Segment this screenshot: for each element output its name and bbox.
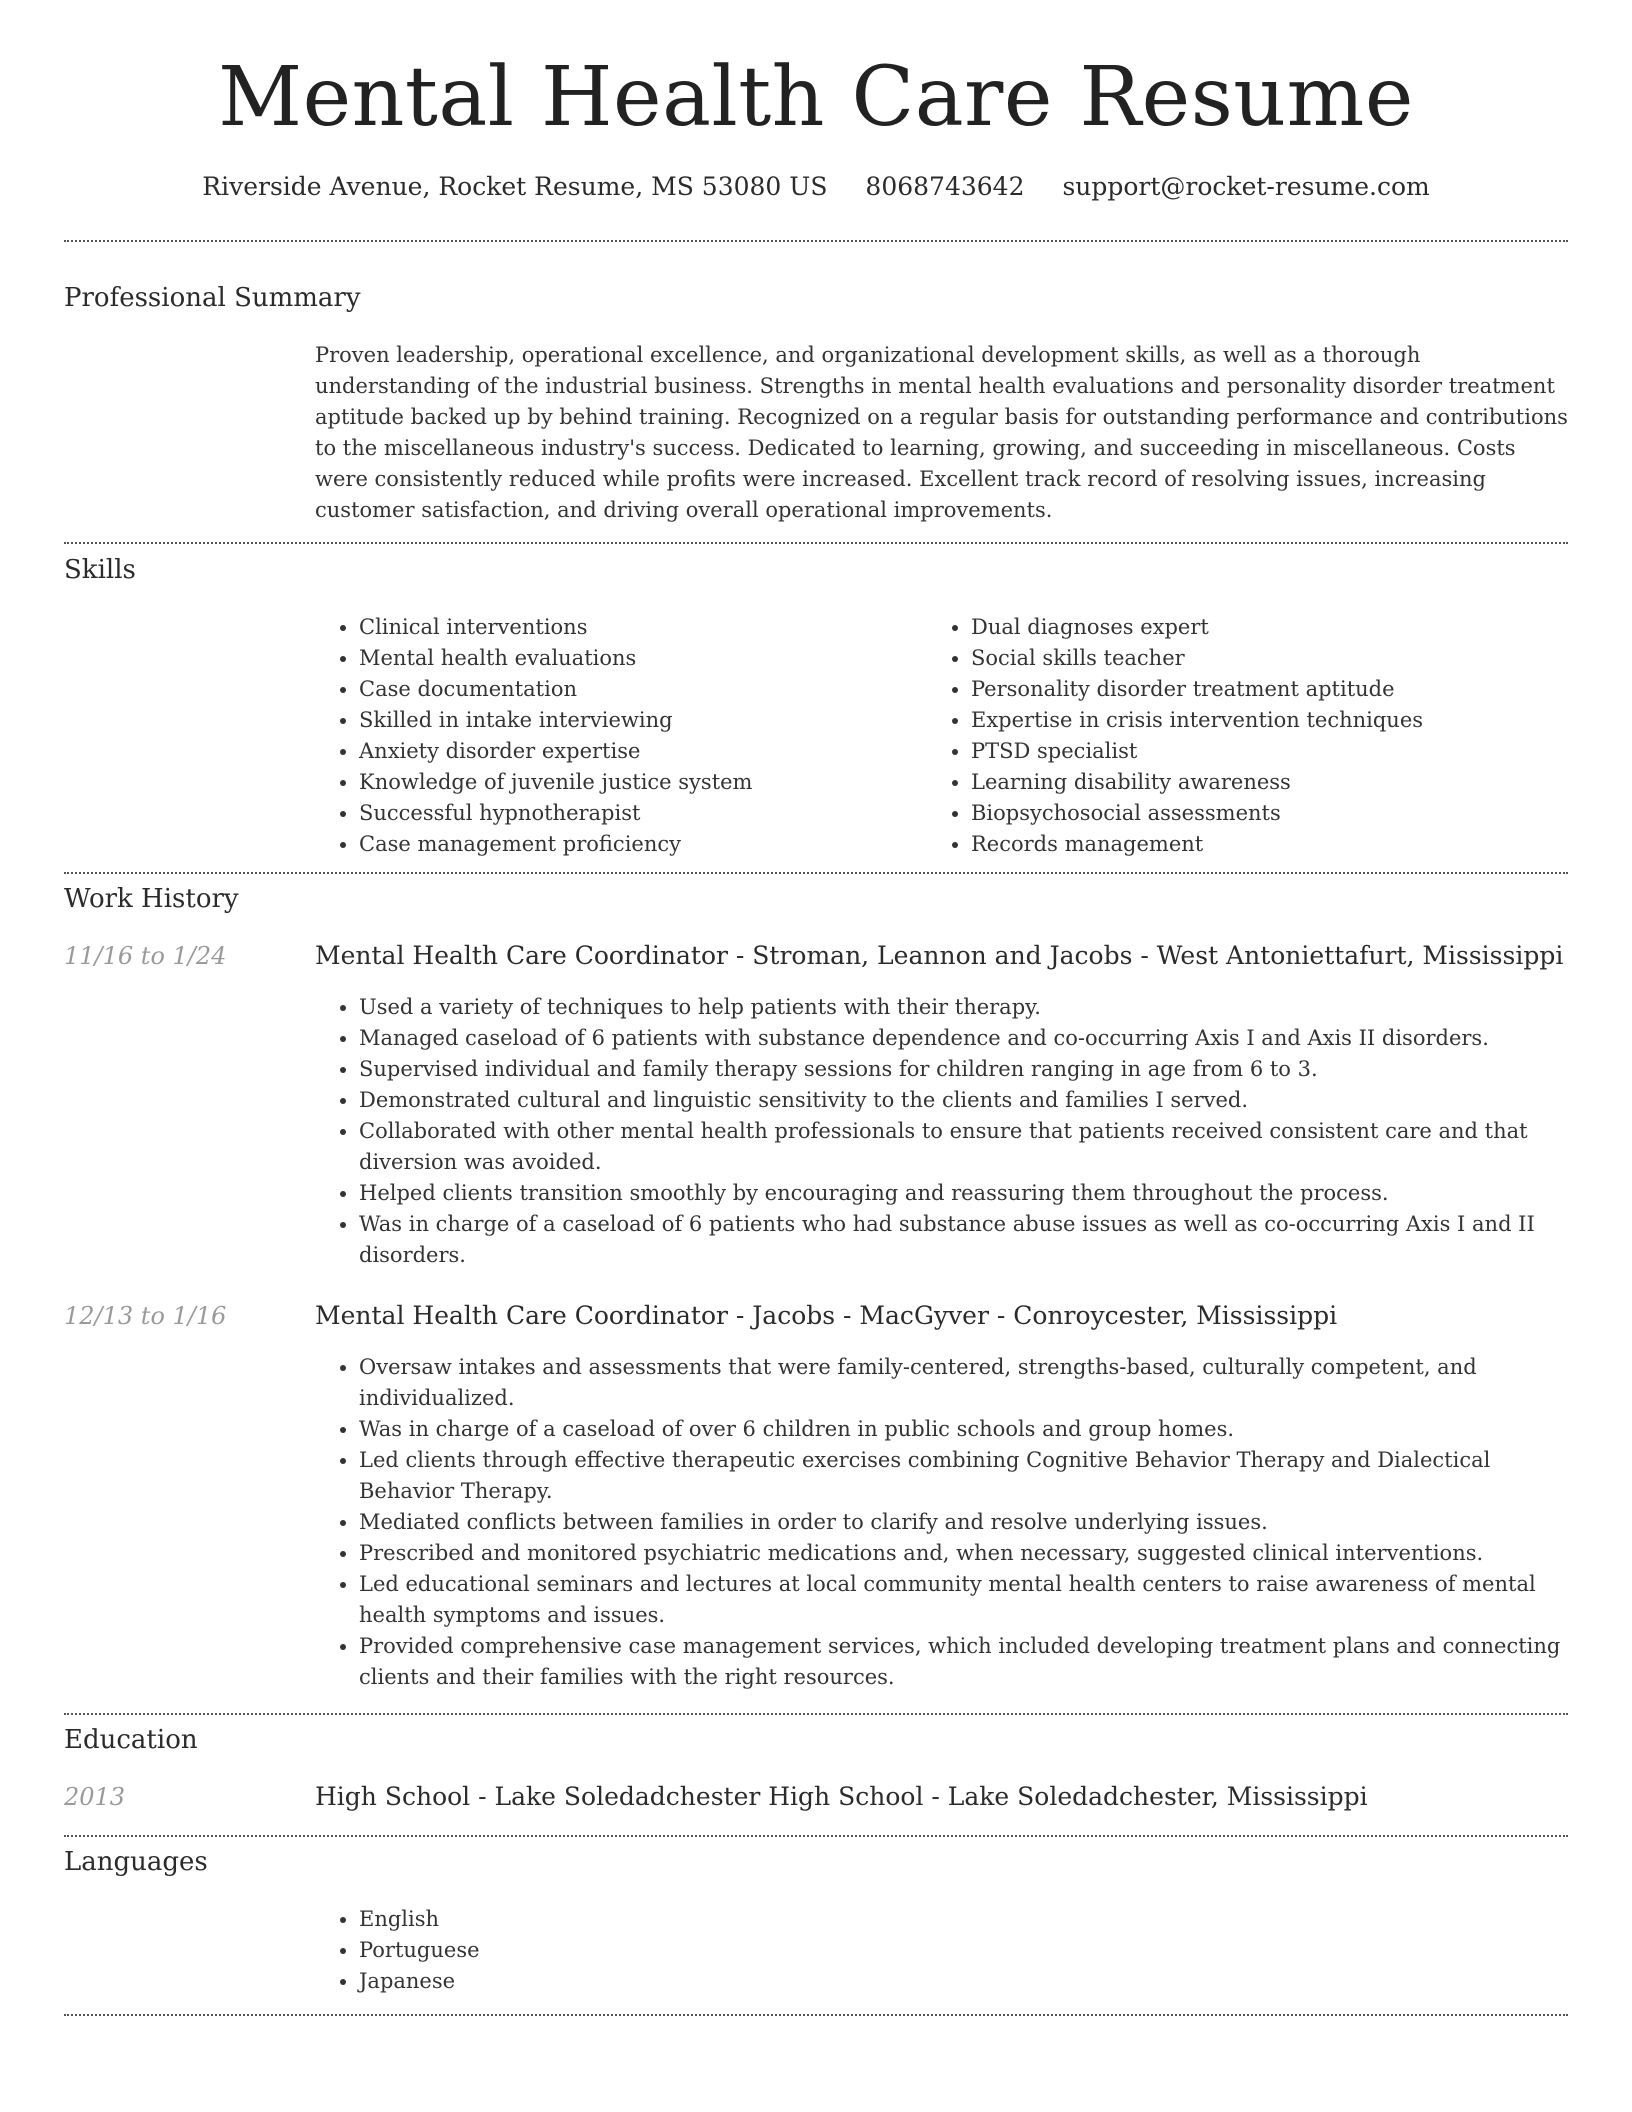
contact-phone: 8068743642 — [865, 172, 1025, 201]
job-bullet: • Mediated conflicts between families in order to clarify and resolve underlying issues. — [359, 1507, 1570, 1538]
job-heading: Mental Health Care Coordinator - Jacobs - MacGyver - Conroycester, Mississippi — [315, 1301, 1338, 1330]
job-bullet: • Provided comprehensive case management services, which included developing treatment plans and connecting clients and their families with the right resources. — [359, 1631, 1570, 1693]
job-bullet: • Helped clients transition smoothly by encouraging and reassuring them throughout the process. — [359, 1178, 1570, 1209]
skill-item: • Personality disorder treatment aptitude — [971, 674, 1571, 705]
summary-heading: Professional Summary — [64, 283, 361, 313]
job-bullet: • Used a variety of techniques to help patients with their therapy. — [359, 992, 1570, 1023]
education-entry: High School - Lake Soledadchester High School - Lake Soledadchester, Mississippi — [315, 1782, 1368, 1811]
job-heading: Mental Health Care Coordinator - Stroman, Leannon and Jacobs - West Antoniettafurt, Mississippi — [315, 941, 1564, 970]
job-bullets — [315, 992, 1570, 1271]
skill-item: • Clinical interventions — [359, 612, 919, 643]
skill-item: • Social skills teacher — [971, 643, 1571, 674]
skill-item: • Expertise in crisis intervention techniques — [971, 705, 1571, 736]
summary-text: Proven leadership, operational excellence, and organizational development skills, as well as a thorough understanding of the industrial business. Strengths in mental health evaluations and personality disorder treatment aptitude backed up by behind training. Recognized on a regular basis for outstanding performance and contributions to the miscellaneous industry's success. Dedicated to learning, growing, and succeeding in miscellaneous. Costs were consistently reduced while profits were increased. Excellent track record of resolving issues, increasing customer satisfaction, and driving overall operational improvements. — [315, 343, 1568, 522]
job-bullet: • Led clients through effective therapeutic exercises combining Cognitive Behavior Therapy and Dialectical Behavior Therapy. — [359, 1445, 1570, 1507]
education-heading: Education — [64, 1725, 198, 1755]
job-bullet: • Oversaw intakes and assessments that were family-centered, strengths-based, culturally competent, and individualized. — [359, 1352, 1570, 1414]
job-dates: 11/16 to 1/24 — [64, 942, 227, 970]
skills-heading: Skills — [64, 555, 136, 585]
education-year: 2013 — [64, 1783, 126, 1811]
contact-address: Riverside Avenue, Rocket Resume, MS 53080 US — [202, 172, 828, 201]
skill-item: • Biopsychosocial assessments — [971, 798, 1571, 829]
skill-item: • Case management proficiency — [359, 829, 919, 860]
job-bullet: • Was in charge of a caseload of 6 patients who had substance abuse issues as well as co-occurring Axis I and II disorders. — [359, 1209, 1570, 1271]
skill-item: • Anxiety disorder expertise — [359, 736, 919, 767]
skill-item: • Mental health evaluations — [359, 643, 919, 674]
language-item: • Japanese — [359, 1966, 959, 1997]
skill-item: • Case documentation — [359, 674, 919, 705]
language-item: • English — [359, 1904, 959, 1935]
job-bullet: • Was in charge of a caseload of over 6 children in public schools and group homes. — [359, 1414, 1570, 1445]
skills-list-right — [927, 612, 1571, 860]
languages-list — [315, 1904, 959, 1997]
skill-item: • Skilled in intake interviewing — [359, 705, 919, 736]
skill-item: • Records management — [971, 829, 1571, 860]
job-bullets — [315, 1352, 1570, 1693]
contact-email: support@rocket-resume.com — [1062, 172, 1430, 201]
skill-item: • Knowledge of juvenile justice system — [359, 767, 919, 798]
divider — [64, 2014, 1568, 2016]
language-item: • Portuguese — [359, 1935, 959, 1966]
skill-item: • Learning disability awareness — [971, 767, 1571, 798]
job-bullet: • Demonstrated cultural and linguistic sensitivity to the clients and families I served. — [359, 1085, 1570, 1116]
job-bullet: • Led educational seminars and lectures at local community mental health centers to raise awareness of mental health symptoms and issues. — [359, 1569, 1570, 1631]
divider — [64, 1713, 1568, 1715]
divider — [64, 1835, 1568, 1837]
languages-heading: Languages — [64, 1847, 208, 1877]
divider — [64, 542, 1568, 544]
skills-list-left — [315, 612, 919, 860]
contact-line — [0, 172, 1632, 201]
skill-item: • Dual diagnoses expert — [971, 612, 1571, 643]
job-bullet: • Managed caseload of 6 patients with substance dependence and co-occurring Axis I and Axis II disorders. — [359, 1023, 1570, 1054]
skill-item: • PTSD specialist — [971, 736, 1571, 767]
job-bullet: • Prescribed and monitored psychiatric medications and, when necessary, suggested clinical interventions. — [359, 1538, 1570, 1569]
job-bullet: • Supervised individual and family therapy sessions for children ranging in age from 6 to 3. — [359, 1054, 1570, 1085]
work-history-heading: Work History — [64, 884, 239, 914]
skill-item: • Successful hypnotherapist — [359, 798, 919, 829]
job-bullet: • Collaborated with other mental health professionals to ensure that patients received consistent care and that diversion was avoided. — [359, 1116, 1570, 1178]
job-dates: 12/13 to 1/16 — [64, 1302, 227, 1330]
resume-title: Mental Health Care Resume — [218, 50, 1414, 145]
divider — [64, 240, 1568, 242]
divider — [64, 872, 1568, 874]
